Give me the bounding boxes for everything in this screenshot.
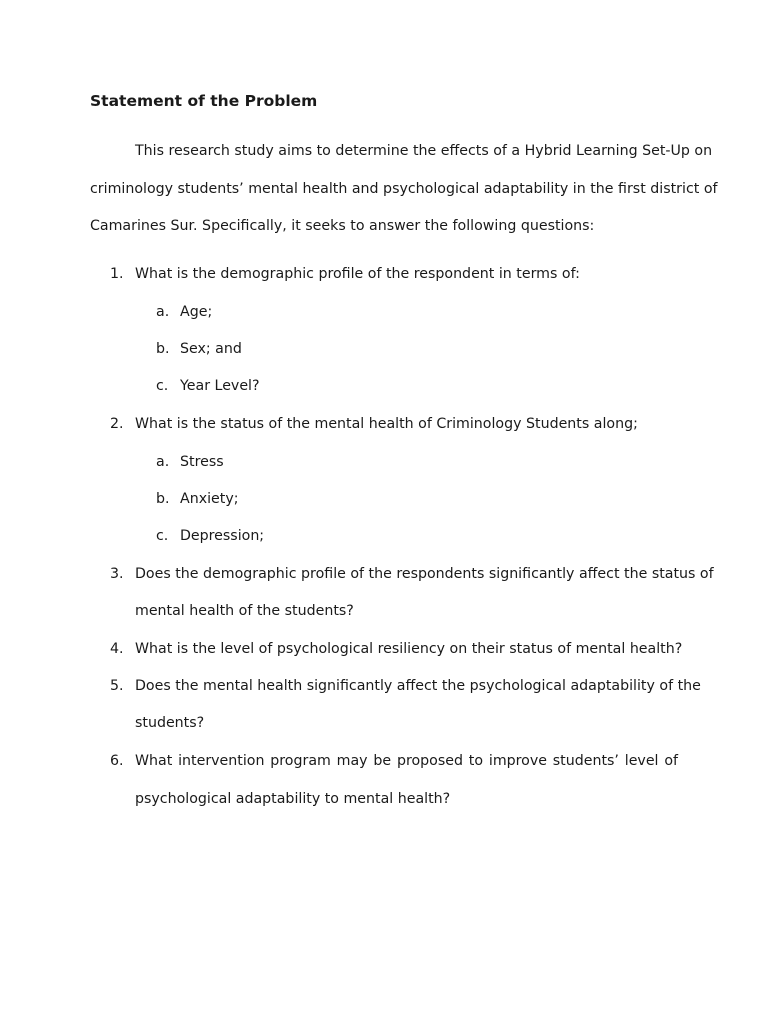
sub-item-text: Sex; and xyxy=(180,341,242,357)
sub-item-text: Anxiety; xyxy=(180,491,239,507)
sub-item-letter: a. xyxy=(156,304,170,320)
question-number: 4. xyxy=(110,641,124,657)
question-text-continued: psychological adaptability to mental health? xyxy=(135,791,451,807)
sub-item-letter: b. xyxy=(156,341,170,357)
question-text-continued: students? xyxy=(135,715,205,731)
sub-item-text: Year Level? xyxy=(180,378,260,394)
question-text: What is the demographic profile of the respondent in terms of: xyxy=(135,266,580,282)
question-text: Does the demographic profile of the respondents significantly affect the status of xyxy=(135,566,714,582)
question-text: What intervention program may be proposed to improve students’ level of xyxy=(135,753,678,769)
question-number: 1. xyxy=(110,266,124,282)
intro-line-1: This research study aims to determine the effects of a Hybrid Learning Set-Up on xyxy=(135,143,713,159)
question-number: 5. xyxy=(110,678,124,694)
question-text: Does the mental health significantly affect the psychological adaptability of the xyxy=(135,678,701,694)
sub-item-text: Depression; xyxy=(180,528,265,544)
sub-item-text: Stress xyxy=(180,454,224,470)
intro-line-3: Camarines Sur. Specifically, it seeks to answer the following questions: xyxy=(90,218,595,234)
sub-item-letter: c. xyxy=(156,378,169,394)
section-heading: Statement of the Problem xyxy=(90,92,318,110)
question-number: 3. xyxy=(110,566,124,582)
sub-item-text: Age; xyxy=(180,304,213,320)
sub-item-letter: c. xyxy=(156,528,169,544)
sub-item-letter: a. xyxy=(156,454,170,470)
question-text: What is the status of the mental health of Criminology Students along; xyxy=(135,416,638,432)
intro-line-2: criminology students’ mental health and psychological adaptability in the first district of xyxy=(90,181,718,197)
question-number: 2. xyxy=(110,416,124,432)
question-number: 6. xyxy=(110,753,124,769)
question-text-continued: mental health of the students? xyxy=(135,603,354,619)
sub-item-letter: b. xyxy=(156,491,170,507)
question-text: What is the level of psychological resiliency on their status of mental health? xyxy=(135,641,683,657)
